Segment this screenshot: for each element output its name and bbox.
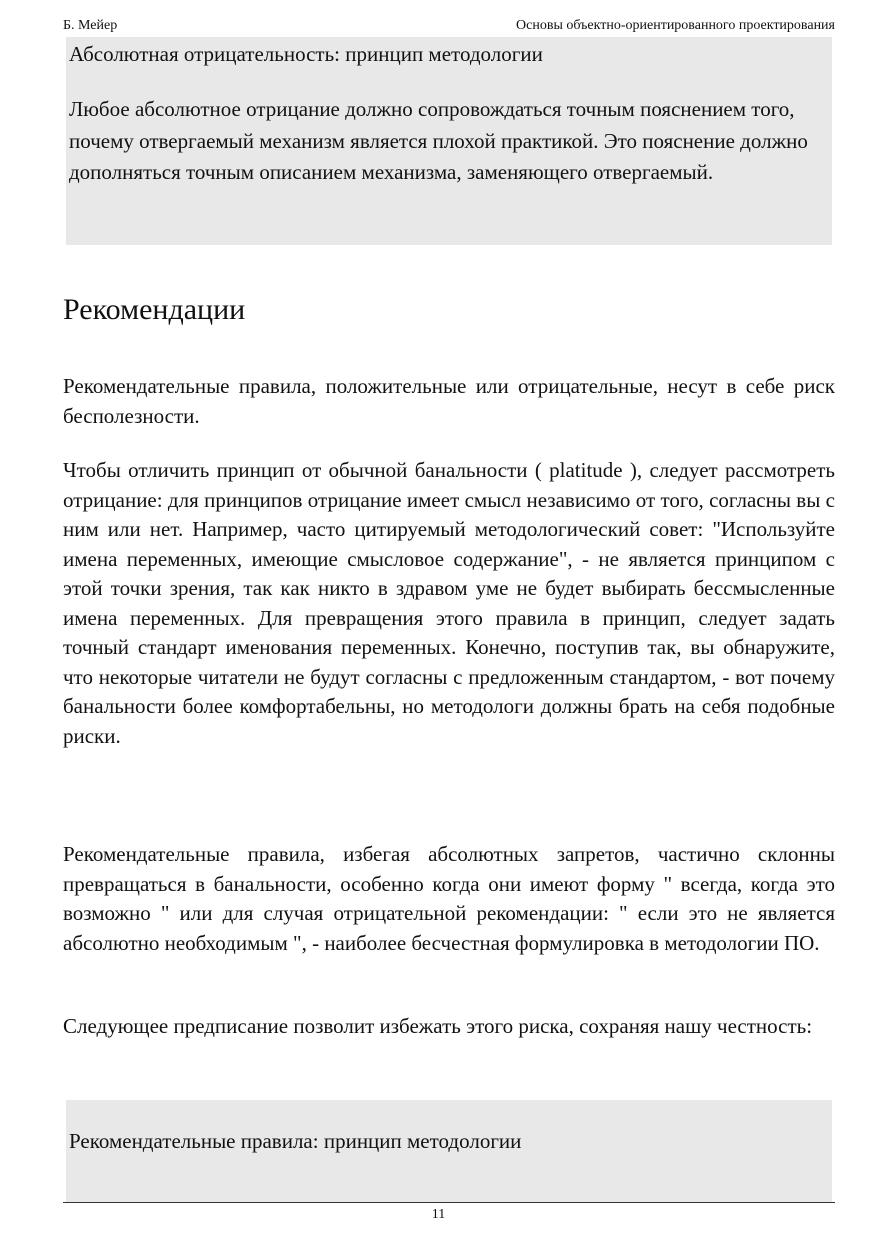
header-author: Б. Мейер (63, 18, 118, 33)
header-book-title: Основы объектно-ориентированного проектирования (516, 18, 835, 33)
principle-box-title: Рекомендательные правила: принцип методологии (69, 1129, 522, 1153)
principle-box-body: Любое абсолютное отрицание должно сопровождаться точным пояснением того, почему отвергаемый механизм является плохой практикой. Это пояснение должно дополняться точным описанием механизма, заменяющего отвергаемый. (69, 97, 808, 184)
principle-box-recommendations (66, 1100, 832, 1202)
running-header (63, 16, 835, 36)
paragraph-3: Рекомендательные правила, избегая абсолютных запретов, частично склонны превращаться в банальности, особенно когда они имеют форму " всегда, когда это возможно " или для случая отрицательной рекомендации: " если это не является абсолютно необходимым ", - наиболее бесчестная формулировка в методологии ПО. (63, 842, 835, 955)
paragraph-4: Следующее предписание позволит избежать этого риска, сохраняя нашу честность: (63, 1014, 813, 1038)
page-number: 11 (431, 1207, 446, 1222)
principle-box-title: Абсолютная отрицательность: принцип методологии (69, 42, 543, 66)
paragraph-2: Чтобы отличить принцип от обычной банальности ( platitude ), следует рассмотреть отрицание: для принципов отрицание имеет смысл независимо от того, согласны вы с ним или нет. Например, часто цитируемый методологический совет: "Используйте имена переменных, имеющие смысловое содержание", - не является принципом с этой точки зрения, так как никто в здравом уме не будет выбирать бессмысленные имена переменных. Для превращения этого правила в принцип, следует задать точный стандарт именования переменных. Конечно, поступив так, вы обнаружите, что некоторые читатели не будут согласны с предложенным стандартом, - вот почему банальности более комфортабельны, но методологи должны брать на себя подобные риски. (63, 458, 835, 748)
section-heading: Рекомендации (63, 293, 246, 326)
footer-divider (63, 1202, 835, 1203)
paragraph-1: Рекомендательные правила, положительные или отрицательные, несут в себе риск бесполезности. (63, 374, 835, 428)
principle-box-absolute-negativity (66, 37, 832, 245)
